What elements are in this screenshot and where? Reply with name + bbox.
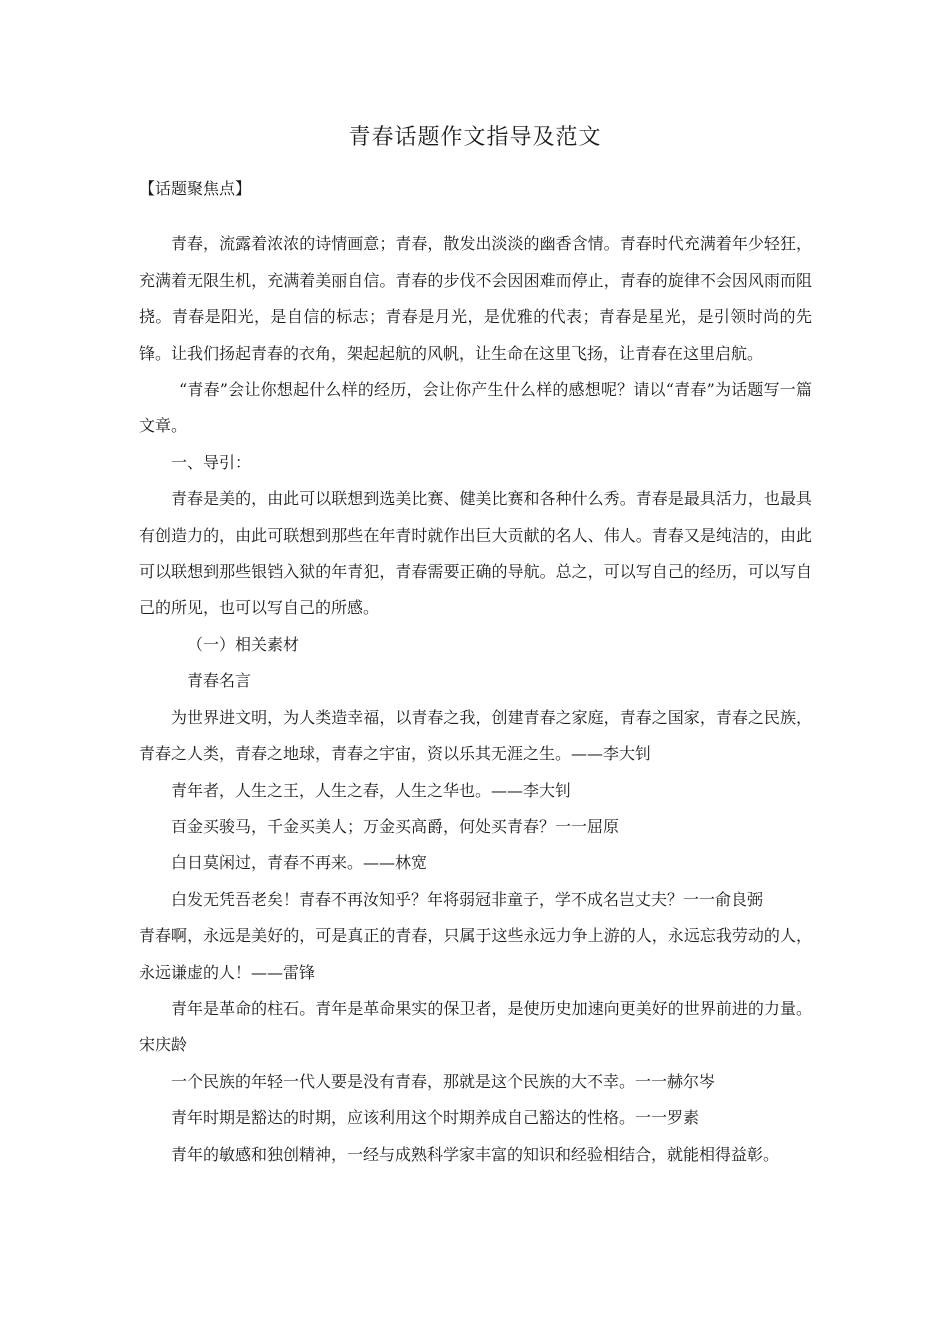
sub-heading: （一）相关素材 xyxy=(187,634,300,654)
section-label: 【话题聚焦点】 xyxy=(139,179,252,198)
quote-item: 青年的敏感和独创精神，一经与成熟科学家丰富的知识和经验相结合，就能相得益彰。 xyxy=(171,1144,780,1164)
quote-item: 青年时期是豁达的时期，应该利用这个时期养成自己豁达的性格。一一罗素 xyxy=(171,1108,700,1128)
spacer xyxy=(139,207,812,226)
quote-item: 白发无凭吾老矣！青春不再汝知乎？年将弱冠非童子，学不成名岂丈夫？一一俞良弼 xyxy=(171,889,764,909)
prompt-paragraph: “青春”会让你想起什么样的经历，会让你产生什么样的感想呢？请以“青春”为话题写一篇文章。 xyxy=(139,380,812,436)
quote-item: 青年者，人生之王，人生之春，人生之华也。——李大钊 xyxy=(171,780,572,800)
quote-item: 一个民族的年轻一代人要是没有青春，那就是这个民族的大不幸。一一赫尔岑 xyxy=(171,1071,716,1091)
quotes-heading: 青春名言 xyxy=(187,671,252,691)
quote-item: 百金买骏马，千金买美人；万金买高爵，何处买青春？一一屈原 xyxy=(171,816,620,836)
part-one-heading: 一、导引： xyxy=(171,452,252,472)
page-title: 青春话题作文指导及范文 xyxy=(348,125,602,150)
quote-item: 青春啊，永远是美好的，可是真正的青春，只属于这些永远力争上游的人，永远忘我劳动的人，永远谦虚的人！——雷锋 xyxy=(139,926,812,982)
quote-item: 为世界进文明，为人类造幸福，以青春之我，创建青春之家庭，青春之国家，青春之民族，青春之人类，青春之地球，青春之宇宙，资以乐其无涯之生。——李大钊 xyxy=(139,707,812,764)
document-body xyxy=(139,171,812,1173)
guide-paragraph: 青春是美的，由此可以联想到选美比赛、健美比赛和各种什么秀。青春是最具活力，也最具有创造力的，由此可联想到那些在年青时就作出巨大贡献的名人、伟人。青春又是纯洁的，由此可以联想到那些银铛入狱的年青犯，青春需要正确的导航。总之，可以写自己的经历，可以写自己的所见，也可以写自己的所感。 xyxy=(139,489,812,618)
intro-paragraph: 青春，流露着浓浓的诗情画意；青春，散发出淡淡的幽香含情。青春时代充满着年少轻狂，充满着无限生机，充满着美丽自信。青春的步伐不会因困难而停止，青春的旋律不会因风雨而阻挠。青春是阳光，是自信的标志；青春是月光，是优雅的代表；青春是星光，是引领时尚的先锋。让我们扬起青春的衣角，架起起航的风帆，让生命在这里飞扬，让青春在这里启航。 xyxy=(139,234,812,363)
quote-item: 青年是革命的柱石。青年是革命果实的保卫者，是使历史加速向更美好的世界前进的力量。宋庆龄 xyxy=(139,998,812,1055)
quote-item: 白日莫闲过，青春不再来。——林宽 xyxy=(171,853,428,873)
